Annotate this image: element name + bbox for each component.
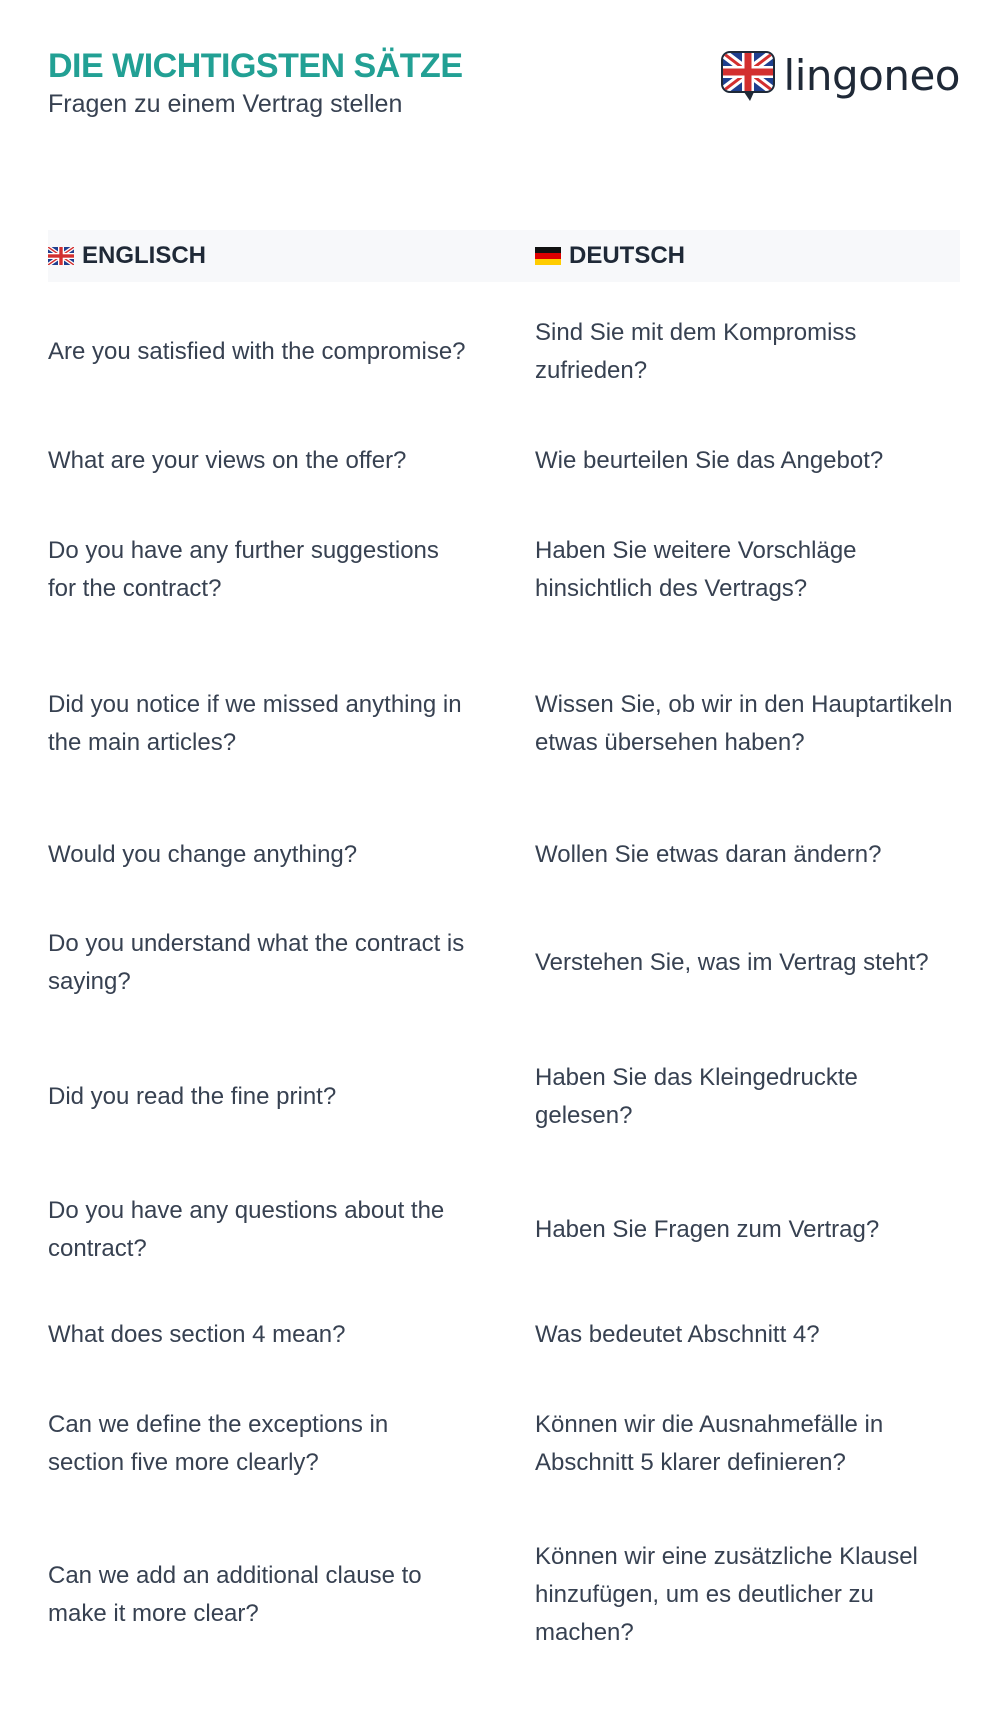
table-row xyxy=(48,294,960,410)
uk-flag-speech-bubble-icon xyxy=(720,50,778,102)
german-phrase: Haben Sie das Kleingedruckte gelesen? xyxy=(535,1064,858,1129)
german-phrase: Sind Sie mit dem Kompromiss zufrieden? xyxy=(535,319,857,384)
german-phrase: Was bedeutet Abschnitt 4? xyxy=(535,1321,820,1348)
uk-flag-icon xyxy=(48,247,74,265)
german-phrase: Wollen Sie etwas daran ändern? xyxy=(535,841,882,868)
column-header-english-label: ENGLISCH xyxy=(82,242,207,269)
english-phrase: Did you notice if we missed anything in the main articles? xyxy=(48,691,462,756)
english-phrase: Did you read the fine print? xyxy=(48,1083,337,1110)
table-row xyxy=(48,818,960,892)
english-phrase: Are you satisfied with the compromise? xyxy=(48,338,466,365)
page-subtitle: Fragen zu einem Vertrag stellen xyxy=(48,90,403,118)
table-row xyxy=(48,666,960,782)
english-phrase: Would you change anything? xyxy=(48,841,358,868)
german-flag-icon xyxy=(535,247,561,265)
german-phrase: Können wir eine zusätzliche Klausel hinzufügen, um es deutlicher zu machen? xyxy=(535,1543,918,1646)
english-phrase: What are your views on the offer? xyxy=(48,447,407,474)
english-phrase: Do you understand what the contract is saying? xyxy=(48,930,465,995)
english-phrase: Do you have any questions about the contract? xyxy=(48,1197,445,1262)
english-phrase: What does section 4 mean? xyxy=(48,1321,346,1348)
page-header xyxy=(48,44,960,134)
table-row xyxy=(48,1039,960,1155)
table-row xyxy=(48,1298,960,1372)
column-header-german-label: DEUTSCH xyxy=(569,242,686,269)
table-row xyxy=(48,905,960,1021)
table-row xyxy=(48,1172,960,1288)
english-phrase: Can we add an additional clause to make it more clear? xyxy=(48,1562,422,1627)
german-phrase: Haben Sie Fragen zum Vertrag? xyxy=(535,1216,880,1243)
german-phrase: Wissen Sie, ob wir in den Hauptartikeln etwas übersehen haben? xyxy=(535,691,953,756)
column-header-english xyxy=(48,242,535,270)
table-row xyxy=(48,512,960,628)
german-phrase: Haben Sie weitere Vorschläge hinsichtlich des Vertrags? xyxy=(535,537,857,602)
german-phrase: Können wir die Ausnahmefälle in Abschnitt 5 klarer definieren? xyxy=(535,1411,884,1476)
english-phrase: Can we define the exceptions in section five more clearly? xyxy=(48,1411,389,1476)
logo-text: lingoneo xyxy=(783,51,960,100)
german-phrase: Verstehen Sie, was im Vertrag steht? xyxy=(535,949,929,976)
table-row xyxy=(48,1537,960,1653)
phrase-table xyxy=(48,230,960,1653)
table-row xyxy=(48,424,960,498)
english-phrase: Do you have any further suggestions for the contract? xyxy=(48,537,439,602)
lingoneo-logo[interactable] xyxy=(720,50,960,102)
column-header-german xyxy=(535,242,685,270)
table-row xyxy=(48,1386,960,1502)
table-header xyxy=(48,230,960,282)
page-title: DIE WICHTIGSTEN SÄTZE xyxy=(48,47,463,85)
german-phrase: Wie beurteilen Sie das Angebot? xyxy=(535,447,884,474)
